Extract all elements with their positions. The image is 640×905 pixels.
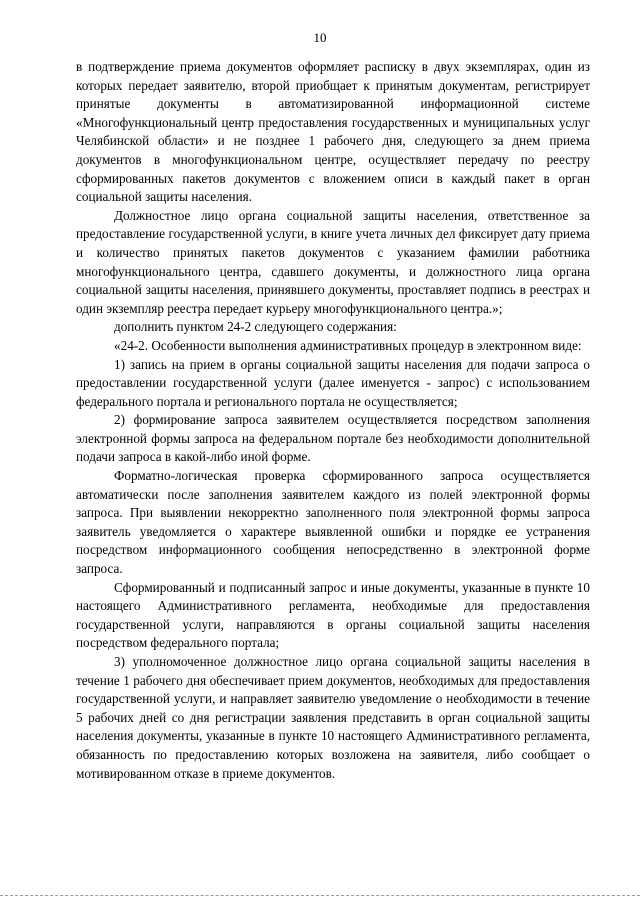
page-bottom-divider	[0, 895, 640, 896]
paragraph-receipt-continuation: в подтверждение приема документов оформляет расписку в двух экземплярах, один из которых передает заявителю, второй приобщает к принятым документам, регистрирует принятые документы в автоматизированной информационной системе «Многофункциональный центр предоставления государственных и муниципальных услуг Челябинской области» и не позднее 1 рабочего дня, следующего за днем приема документов в многофункциональном центре, осуществляет передачу по реестру сформированных пакетов документов с вложением описи в каждый пакет в орган социальной защиты населения.	[76, 59, 590, 205]
paragraph-item-3: 3) уполномоченное должностное лицо органа социальной защиты населения в течение 1 рабочего дня обеспечивает прием документов, необходимых для предоставления государственной услуги, и направляет заявителю уведомление о необходимости в течение 5 рабочих дней со дня регистрации заявления представить в орган социальной защиты населения документы, указанные в пункте 10 настоящего Административного регламента, обязанность по предоставлению которых возложена на заявителя, либо сообщает о мотивированном отказе в приеме документов.	[76, 654, 590, 781]
page-number: 10	[313, 30, 327, 45]
document-body	[76, 58, 590, 783]
paragraph-item-1: 1) запись на прием в органы социальной защиты населения для подачи запроса о предоставлении государственной услуги (далее именуется - запрос) с использованием федерального портала и регионального портала не осуществляется;	[76, 356, 590, 409]
paragraph-item-2: 2) формирование запроса заявителем осуществляется посредством заполнения электронной формы запроса на федеральном портале без необходимости дополнительной подачи запроса в какой-либо иной форме.	[76, 412, 590, 465]
paragraph-format-check: Форматно-логическая проверка сформированного запроса осуществляется автоматически после заполнения заявителем каждого из полей электронной формы запроса. При выявлении некорректно заполненного поля электронной формы запроса заявитель уведомляется о характере выявленной ошибки и порядке ее устранения посредством информационного сообщения непосредственно в электронной форме запроса.	[76, 468, 590, 577]
paragraph-signed-request: Сформированный и подписанный запрос и иные документы, указанные в пункте 10 настоящего Административного регламента, необходимые для предоставления государственной услуги, направляются в органы социальной защиты населения посредством федерального портала;	[76, 579, 590, 651]
paragraph-add-clause: дополнить пунктом 24-2 следующего содержания:	[114, 319, 397, 335]
paragraph-official-registration: Должностное лицо органа социальной защиты населения, ответственное за предоставление государственной услуги, в книге учета личных дел фиксирует дату приема и количество принятых пакетов документов с указанием фамилии работника многофункционального центра, сдавшего документы, и должностного лица органа социальной защиты населения, принявшего документы, проставляет подпись в реестрах и один экземпляр реестра передает курьеру многофункционального центра.»;	[76, 207, 590, 316]
paragraph-clause-24-2-heading: «24-2. Особенности выполнения административных процедур в электронном виде:	[114, 337, 582, 353]
